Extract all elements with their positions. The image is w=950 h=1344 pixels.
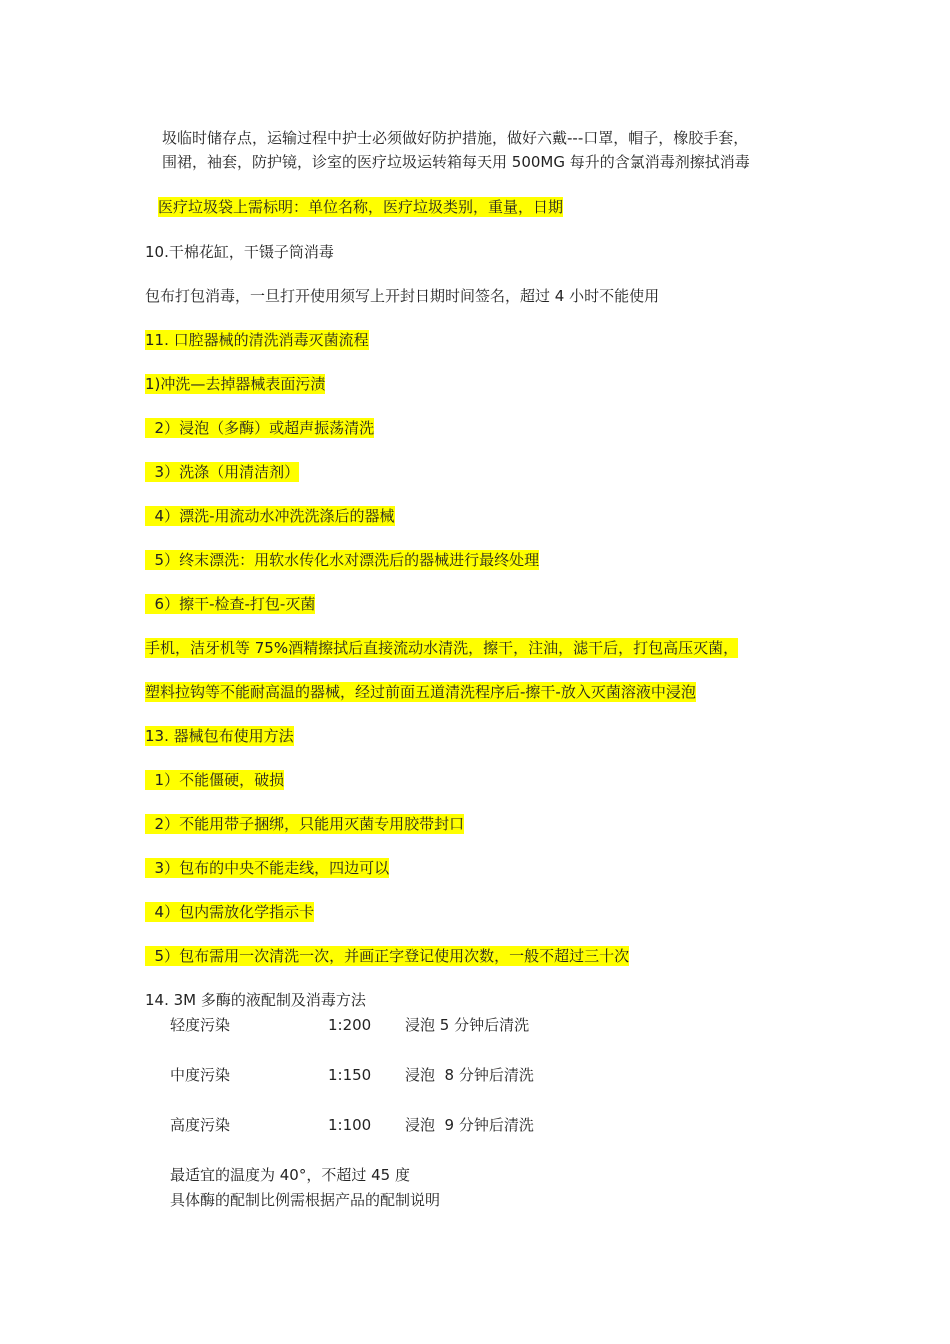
- section-heading-10: 10.干棉花缸，干镊子筒消毒: [145, 243, 334, 261]
- dilution-ratio: 1:150: [328, 1066, 372, 1084]
- dilution-method: 浸泡 8 分钟后清洗: [405, 1066, 534, 1084]
- dilution-level: 高度污染: [170, 1116, 231, 1134]
- highlighted-paragraph-handpiece: 手机，洁牙机等 75%酒精擦拭后直接流动水清洗，擦干，注油，滤干后，打包高压灭菌，: [145, 639, 739, 657]
- dilution-level: 中度污染: [170, 1066, 231, 1084]
- paragraph-waste-transport-2: 围裙，袖套，防护镜，诊室的医疗垃圾运转箱每天用 500MG 每升的含氯消毒剂擦拭消毒: [162, 153, 750, 171]
- list-item-step-4: 4）漂洗-用流动水冲洗洗涤后的器械: [145, 507, 395, 525]
- list-item-step-1: 1)冲洗—去掉器械表面污渍: [145, 375, 326, 393]
- list-item-wrap-rule-3: 3）包布的中央不能走线，四边可以: [145, 859, 390, 877]
- highlighted-paragraph-plastic-retractor: 塑料拉钩等不能耐高温的器械，经过前面五道清洗程序后-擦干-放入灭菌溶液中浸泡: [145, 683, 696, 701]
- dilution-method: 浸泡 5 分钟后清洗: [405, 1016, 530, 1034]
- paragraph-enzyme-ratio-note: 具体酶的配制比例需根据产品的配制说明: [170, 1191, 441, 1209]
- dilution-level: 轻度污染: [170, 1016, 231, 1034]
- list-item-wrap-rule-2: 2）不能用带子捆绑，只能用灭菌专用胶带封口: [145, 815, 465, 833]
- section-heading-13: 13. 器械包布使用方法: [145, 727, 294, 745]
- paragraph-waste-transport-1: 圾临时储存点，运输过程中护士必须做好防护措施，做好六戴---口罩，帽子，橡胶手套，: [162, 129, 749, 147]
- paragraph-optimal-temperature: 最适宜的温度为 40°，不超过 45 度: [170, 1166, 410, 1184]
- list-item-step-2: 2）浸泡（多酶）或超声振荡清洗: [145, 419, 375, 437]
- list-item-step-5: 5）终末漂洗：用软水传化水对漂洗后的器械进行最终处理: [145, 551, 540, 569]
- dilution-ratio: 1:200: [328, 1016, 372, 1034]
- dilution-ratio: 1:100: [328, 1116, 372, 1134]
- section-heading-11: 11. 口腔器械的清洗消毒灭菌流程: [145, 331, 369, 349]
- list-item-step-3: 3）洗涤（用清洁剂）: [145, 463, 300, 481]
- list-item-step-6: 6）擦干-检查-打包-灭菌: [145, 595, 316, 613]
- paragraph-wrap-disinfection: 包布打包消毒，一旦打开使用须写上开封日期时间签名，超过 4 小时不能使用: [145, 287, 660, 305]
- list-item-wrap-rule-1: 1）不能僵硬，破损: [145, 771, 285, 789]
- section-heading-14: 14. 3M 多酶的液配制及消毒方法: [145, 991, 366, 1009]
- list-item-wrap-rule-4: 4）包内需放化学指示卡: [145, 903, 315, 921]
- dilution-method: 浸泡 9 分钟后清洗: [405, 1116, 534, 1134]
- list-item-wrap-rule-5: 5）包布需用一次清洗一次，并画正字登记使用次数，一般不超过三十次: [145, 947, 630, 965]
- highlighted-paragraph-waste-bag-label: 医疗垃圾袋上需标明：单位名称，医疗垃圾类别，重量，日期: [158, 198, 564, 216]
